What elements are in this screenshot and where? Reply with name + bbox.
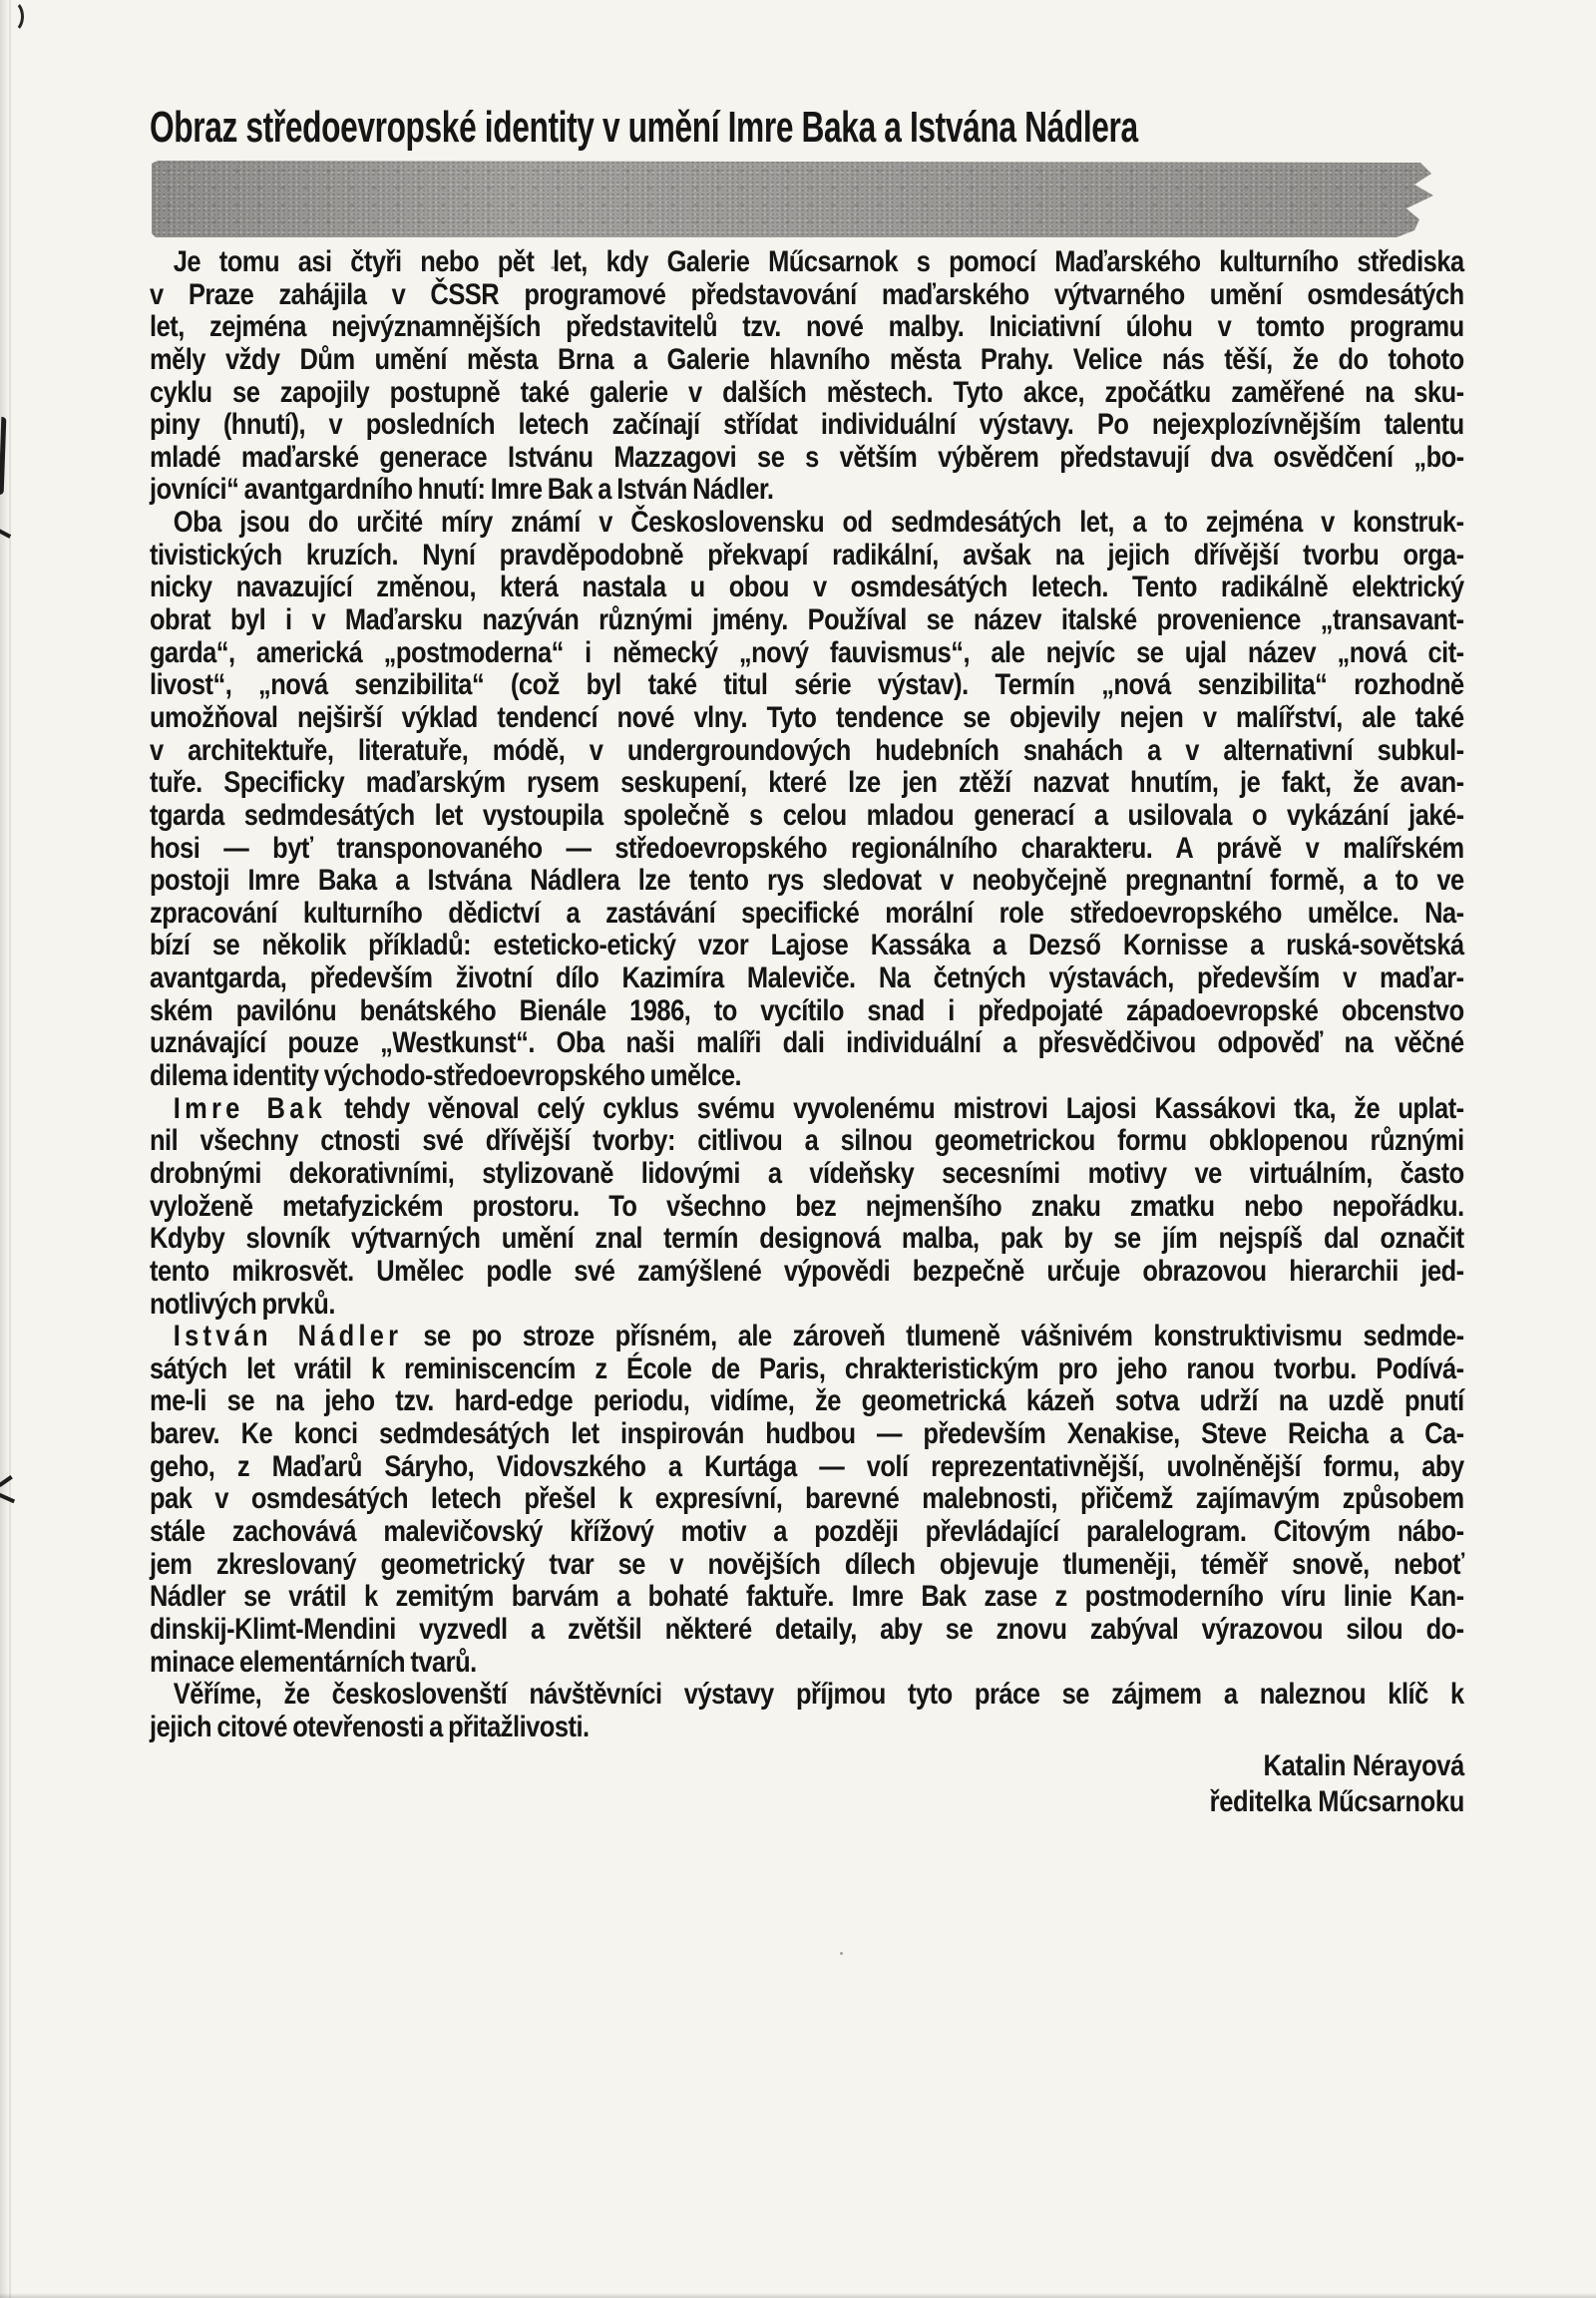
signature-name: Katalin Nérayová — [1263, 1749, 1464, 1782]
text-line: stále zachovává malevičovský křížový motiv a později převládající paralelogram. Citovým nábo- — [150, 1514, 1464, 1548]
text-line: Nádler se vrátil k zemitým barvám a bohaté faktuře. Imre Bak zase z postmoderního víru linie Kan- — [150, 1580, 1464, 1614]
text-line: minace elementárních tvarů. — [150, 1645, 477, 1679]
text-line: garda“, americká „postmoderna“ i německý „nový fauvismus“, ale nejvíc se ujal název „nová cit- — [150, 635, 1464, 669]
text-line: Oba jsou do určité míry známí v Československu od sedmdesátých let, a to zejména v konstruk- — [173, 506, 1464, 540]
text-line: dilema identity východo-středoevropského umělce. — [150, 1059, 742, 1093]
paragraph — [150, 1093, 1464, 1321]
text-line: jovníci“ avantgardního hnutí: Imre Bak a István Nádler. — [150, 473, 774, 507]
text-line: let, zejména nejvýznamnějších představitelů tzv. nové malby. Iniciativní úlohu v tomto programu — [150, 310, 1464, 344]
text-line: uznávající pouze „Westkunst“. Oba naši malíři dali individuální a přesvědčivou odpověď na věčné — [150, 1026, 1464, 1060]
text-line: tuře. Specificky maďarským rysem seskupení, které lze jen ztěží nazvat hnutím, je fakt, že avan- — [150, 766, 1464, 800]
text-line: Imre Bak tehdy věnoval celý cyklus svému vyvolenému mistrovi Lajosi Kassákovi tka, že uplat- — [173, 1091, 1464, 1125]
text-line: dinskij-Klimt-Mendini vyzvedl a zvětšil některé detaily, aby se znovu zabýval výrazovou silou do- — [150, 1612, 1464, 1646]
text-line: nicky navazující změnou, která nastala u obou v osmdesátých letech. Tento radikálně elektrický — [150, 571, 1464, 604]
text-line: livost“, „nová senzibilita“ (což byl také titul série výstav). Termín „nová senzibilita“ rozhodně — [150, 668, 1464, 702]
text-line: geho, z Maďarů Sáryho, Vidovszkého a Kurtága — volí reprezentativnější, uvolněnější formu, aby — [150, 1449, 1464, 1483]
paragraph — [150, 507, 1464, 1093]
page-bottom-edge-shadow — [0, 2293, 1596, 2298]
text-line: barev. Ke konci sedmdesátých let inspirován hudbou — především Xenakise, Steve Reicha a Ca- — [150, 1417, 1464, 1451]
text-line: bízí se několik příkladů: esteticko-etický vzor Lajose Kassáka a Dezső Kornisse a ruská-sovětská — [150, 929, 1464, 962]
page-left-edge-shadow — [0, 0, 9, 2298]
text-line: měly vždy Dům umění města Brna a Galerie hlavního města Prahy. Velice nás těší, že do tohoto — [150, 342, 1464, 376]
signature-block — [347, 1748, 1464, 1819]
text-line: ském pavilónu benátského Bienále 1986, to vycítilo snad i předpojaté západoevropské obcenstvo — [150, 993, 1464, 1027]
text-line: tgarda sedmdesátých let vystoupila společně s celou mladou generací a usilovala o vykázání jaké- — [150, 798, 1464, 832]
text-line: Věříme, že českoslovenští návštěvníci výstavy příjmou tyto práce se zájmem a naleznou klíč k — [173, 1678, 1464, 1712]
text-line: vyloženě metafyzickém prostoru. To všechno bez nejmenšího znaku zmatku nebo nepořádku. — [150, 1189, 1464, 1223]
text-line: piny (hnutí), v posledních letech začínají střídat individuální výstavy. Po nejexplozívnějším talentu — [150, 408, 1464, 442]
paragraph — [150, 246, 1464, 507]
text-line: Je tomu asi čtyři nebo pět let, kdy Galerie Műcsarnok s pomocí Maďarského kulturního střediska — [173, 245, 1464, 278]
text-line: hosi — byť transponovaného — středoevropského regionálního charakteru. A právě v malířském — [150, 831, 1464, 865]
text-line: pak v osmdesátých letech přešel k expresívní, barevné malebnosti, přičemž zajímavým způsobem — [150, 1482, 1464, 1516]
dust-speck — [840, 1952, 843, 1955]
artist-name-lead: Imre Bak — [173, 1091, 327, 1125]
paper-crease-line — [9, 0, 11, 2298]
text-line: zpracování kulturního dědictví a zastávání specifické morální role středoevropského umělce. Na- — [150, 896, 1464, 930]
page-title: Obraz středoevropské identity v umění Imre Baka a Istvána Nádlera — [150, 103, 1138, 152]
text-line: Kdyby slovník výtvarných umění znal termín designová malba, pak by se jím nejspíš dal označit — [150, 1222, 1464, 1256]
text-line: umožňoval nejširší výklad tendencí nové vlny. Tyto tendence se objevily nejen v malířství, ale také — [150, 700, 1464, 734]
text-line: jejich citové otevřenosti a přitažlivosti. — [150, 1710, 590, 1743]
paragraph — [150, 1321, 1464, 1679]
text-line: nil všechny ctnosti své dřívější tvorby: citlivou a silnou geometrickou formu obklopenou různými — [150, 1124, 1464, 1158]
text-line: mladé maďarské generace Istvánu Mazzagovi se s větším výběrem představují dva osvědčení „bo- — [150, 440, 1464, 474]
text-line: postoji Imre Baka a Istvána Nádlera lze tento rys sledovat v neobyčejně pregnantní formě, a to ve — [150, 864, 1464, 898]
text-line: obrat byl i v Maďarsku nazýván různými jmény. Používal se název italské provenience „transavant- — [150, 603, 1464, 637]
signature-role: ředitelka Műcsarnoku — [1209, 1784, 1464, 1818]
text-line: avantgarda, především životní dílo Kazimíra Maleviče. Na četných výstavách, především v maďar- — [150, 961, 1464, 995]
text-line: notlivých prvků. — [150, 1287, 335, 1321]
text-line: István Nádler se po stroze přísném, ale zároveň tlumeně vášnivém konstruktivismu sedmde- — [173, 1320, 1464, 1353]
text-line: me-li se na jeho tzv. hard-edge periodu, vidíme, že geometrická kázeň sotva udrží na uzdě pnutí — [150, 1384, 1464, 1418]
text-line: tivistických kruzích. Nyní pravděpodobně překvapí radikální, avšak na jejich dřívější tvorbu orga- — [150, 538, 1464, 572]
text-line: v Praze zahájila v ČSSR programové představování maďarského výtvarného umění osmdesátých — [150, 277, 1464, 311]
body-text — [150, 246, 1464, 1743]
text-line: sátých let vrátil k reminiscencím z École de Paris, chrakteristickým pro jeho ranou tvorbu. Podívá- — [150, 1351, 1464, 1385]
text-line: v architektuře, literatuře, módě, v undergroundových hudebních snahách a v alternativní subkul- — [150, 733, 1464, 767]
gray-decorative-band — [152, 161, 1433, 237]
paragraph — [150, 1679, 1464, 1743]
text-line: drobnými dekorativními, stylizovaně lidovými a vídeňsky secesními motivy ve virtuálním, často — [150, 1156, 1464, 1190]
text-line: tento mikrosvět. Umělec podle své zamýšlené výpovědi bezpečně určuje obrazovou hierarchii jed- — [150, 1254, 1464, 1288]
text-line: cyklu se zapojily postupně také galerie v dalších městech. Tyto akce, zpočátku zaměřené na sku- — [150, 375, 1464, 409]
text-line: jem zkreslovaný geometrický tvar se v novějších dílech objevuje tlumeněji, téměř snově, neboť — [150, 1547, 1464, 1581]
artist-name-lead: István Nádler — [173, 1320, 403, 1353]
